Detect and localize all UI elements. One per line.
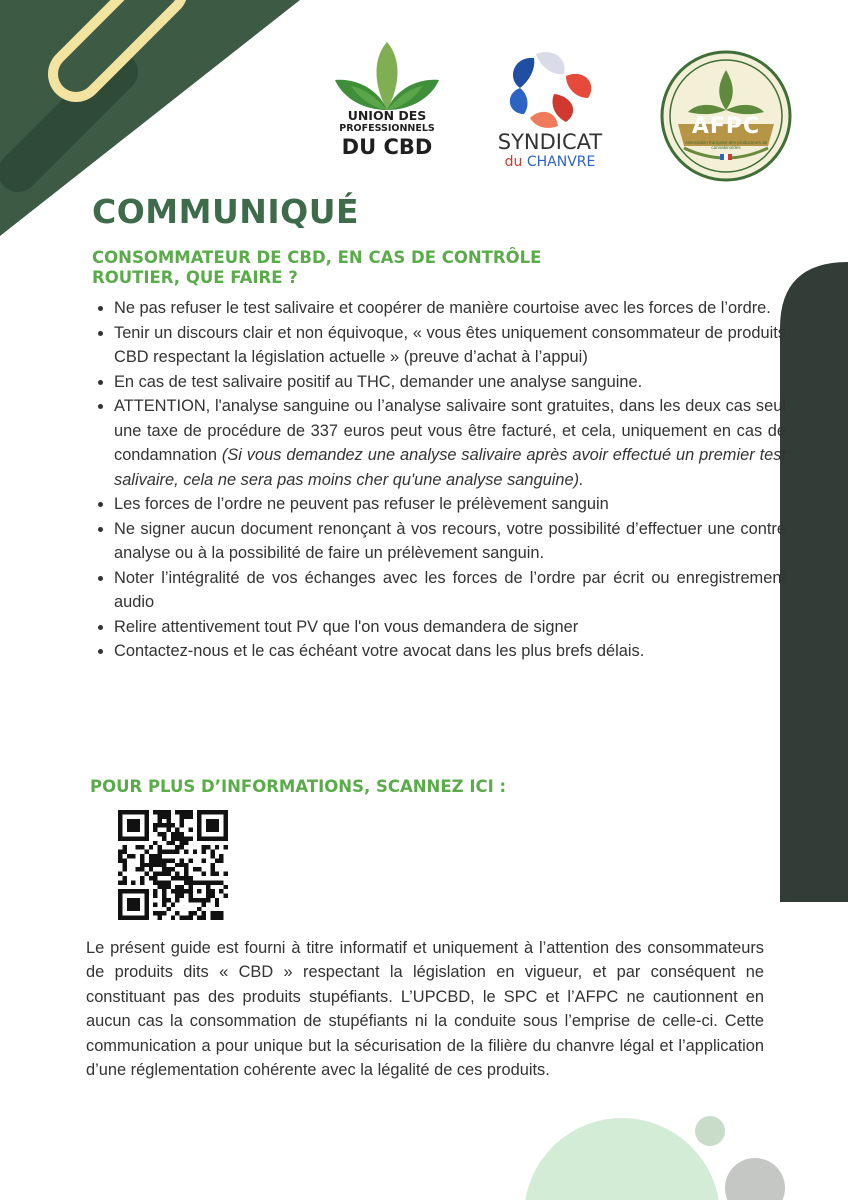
list-item xyxy=(114,639,786,664)
advice-text: Ne pas refuser le test salivaire et coopérer de manière courtoise avec les forces de l’ordre. xyxy=(114,299,771,317)
list-item xyxy=(114,492,786,517)
upcbd-logo-line1: UNION DES xyxy=(347,108,427,123)
advice-text: Contactez-nous et le cas échéant votre avocat dans les plus brefs délais. xyxy=(114,642,645,660)
list-item xyxy=(114,517,786,566)
advice-text: Les forces de l’ordre ne peuvent pas refuser le prélèvement sanguin xyxy=(114,495,609,513)
right-side-decoration xyxy=(780,262,848,902)
upcbd-logo-line2: PROFESSIONNELS xyxy=(339,123,435,134)
page-subtitle-line1: CONSOMMATEUR DE CBD, EN CAS DE CONTRÔLE xyxy=(92,248,542,267)
bottom-right-decoration xyxy=(510,1100,848,1200)
advice-text: Noter l’intégralité de vos échanges avec les forces de l’ordre par écrit ou enregistrement audio xyxy=(114,568,786,611)
page-subtitle xyxy=(92,248,652,288)
advice-text: ATTENTION, l'analyse sanguine ou l’analyse salivaire sont gratuites, dans les deux cas seul une taxe de procédure de 337 euros peut vous être facturé, et cela, uniquement en cas de condamnation xyxy=(114,397,786,464)
upcbd-logo-line3: DU CBD xyxy=(341,135,433,159)
afpc-logo-acronym: AFPC xyxy=(691,114,761,139)
list-item xyxy=(114,321,786,370)
spc-logo-line1: SYNDICAT xyxy=(497,130,603,154)
list-item xyxy=(114,370,786,395)
page-title: COMMUNIQUÉ xyxy=(92,192,360,231)
afpc-logo-tagline: Association française des producteurs de cannabinoïdes xyxy=(684,140,768,150)
page-subtitle-line2: ROUTIER, QUE FAIRE ? xyxy=(92,268,298,287)
afpc-logo xyxy=(660,50,792,182)
spc-logo-line2-b: CHANVRE xyxy=(526,154,596,170)
list-item xyxy=(114,615,786,640)
list-item xyxy=(114,566,786,615)
upcbd-logo xyxy=(333,40,441,180)
spc-logo xyxy=(494,48,606,182)
advice-text: Tenir un discours clair et non équivoque, « vous êtes uniquement consommateur de produits CBD respectant la législation actuelle » (preuve d’achat à l’appui) xyxy=(114,323,786,366)
leaf-icon xyxy=(333,40,441,115)
advice-note: (Si vous demandez une analyse salivaire après avoir effectué un premier test salivaire, cela ne sera pas moins cher qu'une analyse sanguine). xyxy=(114,446,786,489)
advice-text: En cas de test salivaire positif au THC, demander une analyse sanguine. xyxy=(114,372,643,391)
advice-list xyxy=(92,296,786,664)
disclaimer-text: Le présent guide est fourni à titre informatif et uniquement à l’attention des consommateurs de produits dits « CBD » respectant la législation en vigueur, et par conséquent ne constituant pas des produits stupéfiants. L’UPCBD, le SPC et l’AFPC ne cautionnent en aucun cas la consommation de stupéfiants ni la conduite sous l’emprise de celle-ci. Cette communication a pour unique but la sécurisation de la filière du chanvre légal et l’application d’une réglementation cohérente avec la légalité de ces produits. xyxy=(86,939,764,1080)
list-item xyxy=(114,394,786,492)
spc-logo-line2-a: du xyxy=(504,154,527,170)
scan-heading: POUR PLUS D’INFORMATIONS, SCANNEZ ICI : xyxy=(90,777,507,796)
advice-text: Ne signer aucun document renonçant à vos recours, votre possibilité d’effectuer une contre analyse ou à la possibilité de faire un prélèvement sanguin. xyxy=(114,519,786,562)
list-item xyxy=(114,296,786,321)
petals-icon xyxy=(494,48,606,130)
advice-text: Relire attentivement tout PV que l'on vous demandera de signer xyxy=(114,617,579,636)
qr-code[interactable] xyxy=(118,810,228,920)
